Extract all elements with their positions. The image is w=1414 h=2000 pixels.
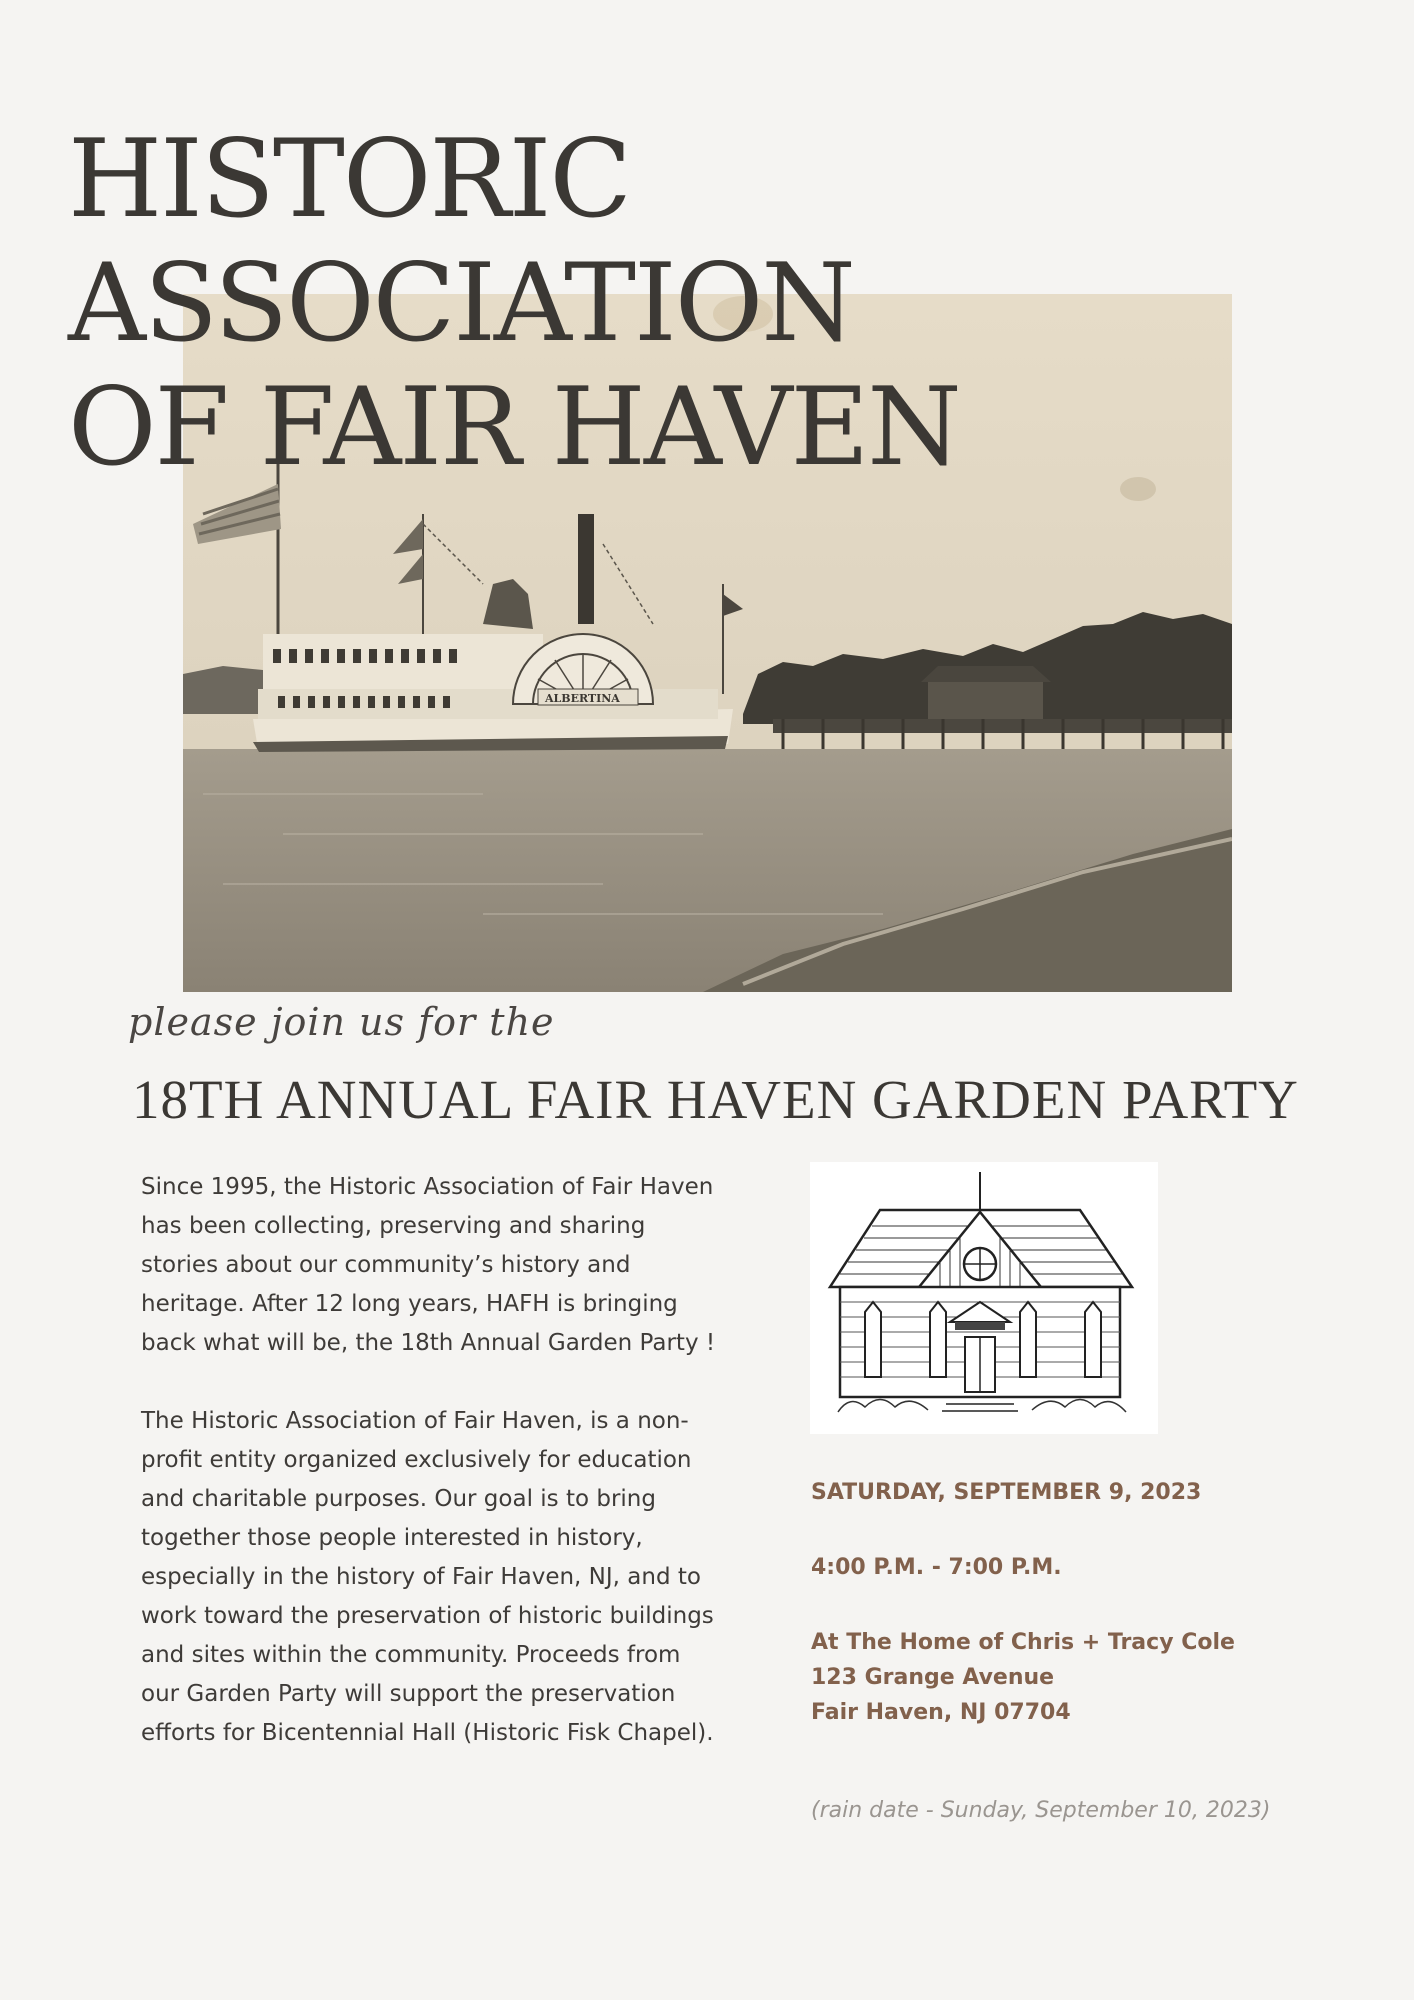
title-line: ASSOCIATION (68, 241, 854, 366)
chapel-sketch-icon (810, 1162, 1158, 1434)
invitation-lead: please join us for the (128, 1000, 555, 1044)
title-line: OF FAIR HAVEN (68, 365, 960, 490)
chapel-sketch (810, 1162, 1158, 1434)
boat-name-label: ALBERTINA (545, 692, 620, 705)
event-details (811, 1480, 1235, 1725)
title-line: HISTORIC (68, 117, 631, 242)
event-title: 18TH ANNUAL FAIR HAVEN GARDEN PARTY (132, 1069, 1299, 1130)
description-paragraph: Since 1995, the Historic Association of Fair Haven has been collecting, preserving and sharing stories about our community’s history and heritage. After 12 long years, HAFH is bringing back what will be, the 18th Annual Garden Party ! (141, 1174, 716, 1356)
association-title (68, 118, 960, 490)
description (141, 1168, 721, 1753)
event-date: SATURDAY, SEPTEMBER 9, 2023 (811, 1480, 1202, 1505)
event-city: Fair Haven, NJ 07704 (811, 1700, 1071, 1725)
rain-date: (rain date - Sunday, September 10, 2023) (811, 1798, 1271, 1823)
description-paragraph: The Historic Association of Fair Haven, is a non-profit entity organized exclusively for education and charitable purposes. Our goal is to bring together those people interested in history, especially in the history of Fair Haven, NJ, and to work toward the preservation of historic buildings and sites within the community. Proceeds from our Garden Party will support the preservation efforts for Bicentennial Hall (Historic Fisk Chapel). (141, 1408, 714, 1746)
event-street: 123 Grange Avenue (811, 1665, 1055, 1690)
event-venue: At The Home of Chris + Tracy Cole (811, 1630, 1235, 1655)
event-time: 4:00 P.M. - 7:00 P.M. (811, 1555, 1062, 1580)
